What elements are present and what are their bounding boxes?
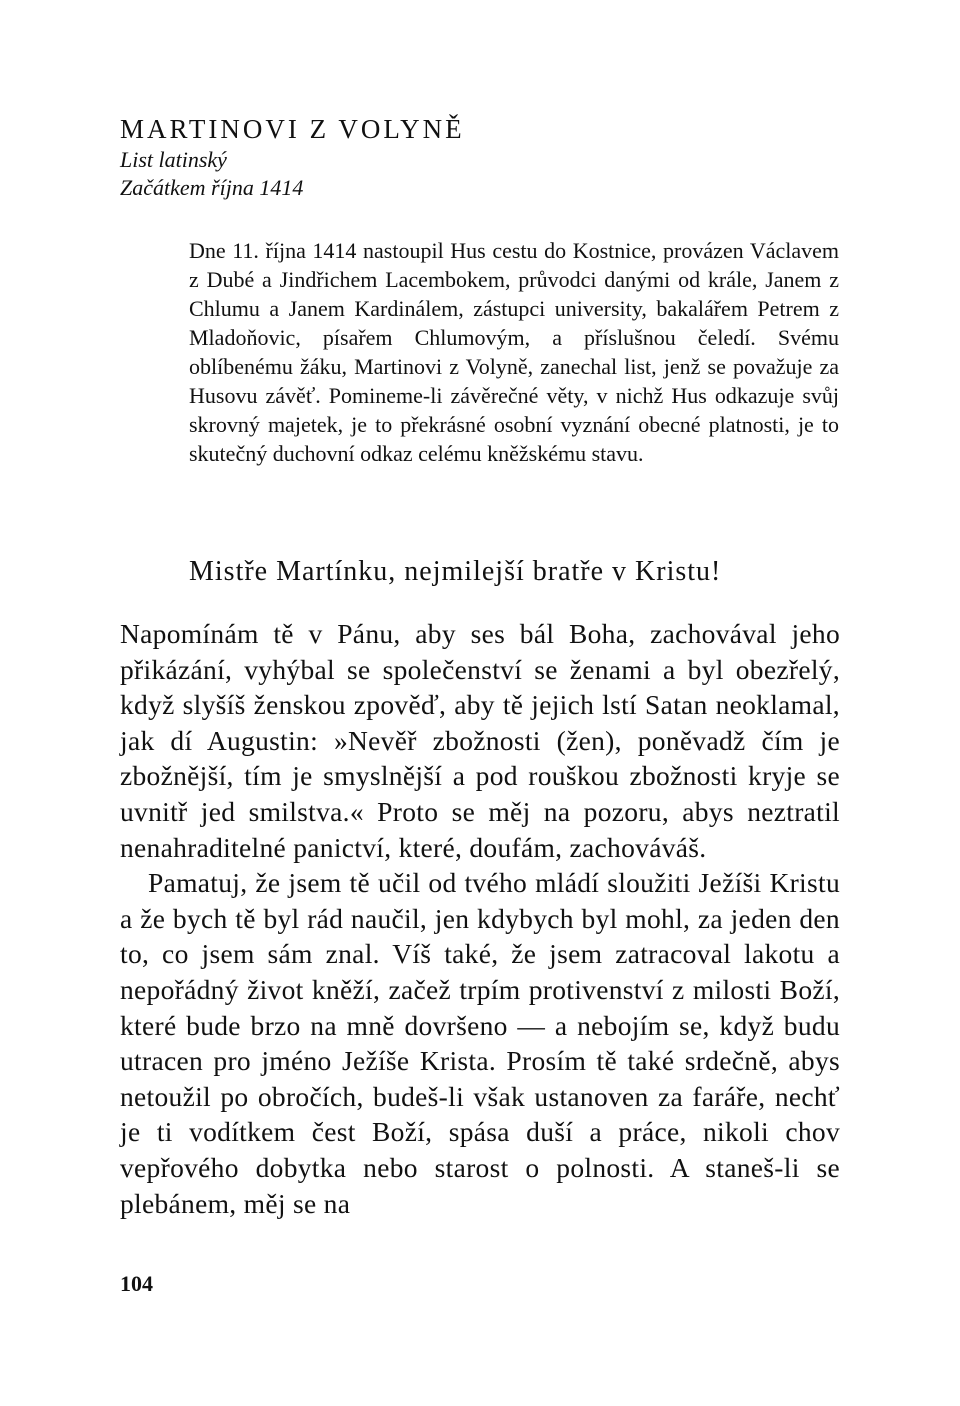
- letter-title: MARTINOVI Z VOLYNĚ: [120, 114, 465, 144]
- editorial-introduction: Dne 11. října 1414 nastoupil Hus cestu do Kostnice, provázen Václavem z Dubé a Jindřichem Lacembokem, průvodci danými od krále, Janem z Chlumu a Janem Kardinálem, zástupci university, bakalářem Petrem z Mladoňovic, písařem Chlumovým, a příslušnou čeledí. Svému oblíbenému žáku, Martinovi z Volyně, zanechal list, jenž se považuje za Husovu závěť. Pomineme-li závěrečné věty, v nichž Hus odkazuje svůj skrovný majetek, je to překrásné osobní vyznání obecné platnosti, je to skutečný duchovní odkaz celému kněžskému stavu.: [189, 238, 839, 466]
- letter-salutation: Mistře Martínku, nejmilejší bratře v Kristu!: [189, 556, 722, 587]
- letter-heading: [120, 112, 840, 202]
- letter-date: Začátkem října 1414: [120, 175, 304, 200]
- letter-paragraph: Pamatuj, že jsem tě učil od tvého mládí sloužiti Ježíši Kristu a že bych tě byl rád naučil, jen kdybych byl mohl, za jeden den to, co jsem sám znal. Víš také, že jsem zatracoval lakotu a nepořádný život kněží, začež trpím protivenství z milosti Boží, které bude brzo na mně dovršeno — a nebojím se, když budu utracen pro jméno Ježíše Krista. Prosím tě také srdečně, abys netoužil po obročích, budeš-li však ustanoven za faráře, nechť je ti vodítkem čest Boží, spása duší a práce, nikoli chov vepřového dobytka nebo starost o polnosti. A staneš-li se plebánem, měj se na: [120, 867, 840, 1219]
- letter-paragraph: Napomínám tě v Pánu, aby ses bál Boha, zachovával jeho přikázání, vyhýbal se společenství se ženami a byl obezřelý, když slyšíš ženskou zpověď, aby tě jejich lstí Satan neoklamal, jak dí Augustin: »Nevěř zbožnosti (žen), poněvadž čím je zbožnější, tím je smyslnější a pod rouškou zbožnosti kryje se uvnitř jed smilstva.« Proto se měj na pozoru, abys neztratil nenahraditelné panictví, které, doufám, zachováváš.: [120, 618, 840, 863]
- page-number: 104: [120, 1271, 153, 1296]
- letter-subtitle: List latinský: [120, 147, 227, 172]
- letter-body: [120, 616, 840, 1221]
